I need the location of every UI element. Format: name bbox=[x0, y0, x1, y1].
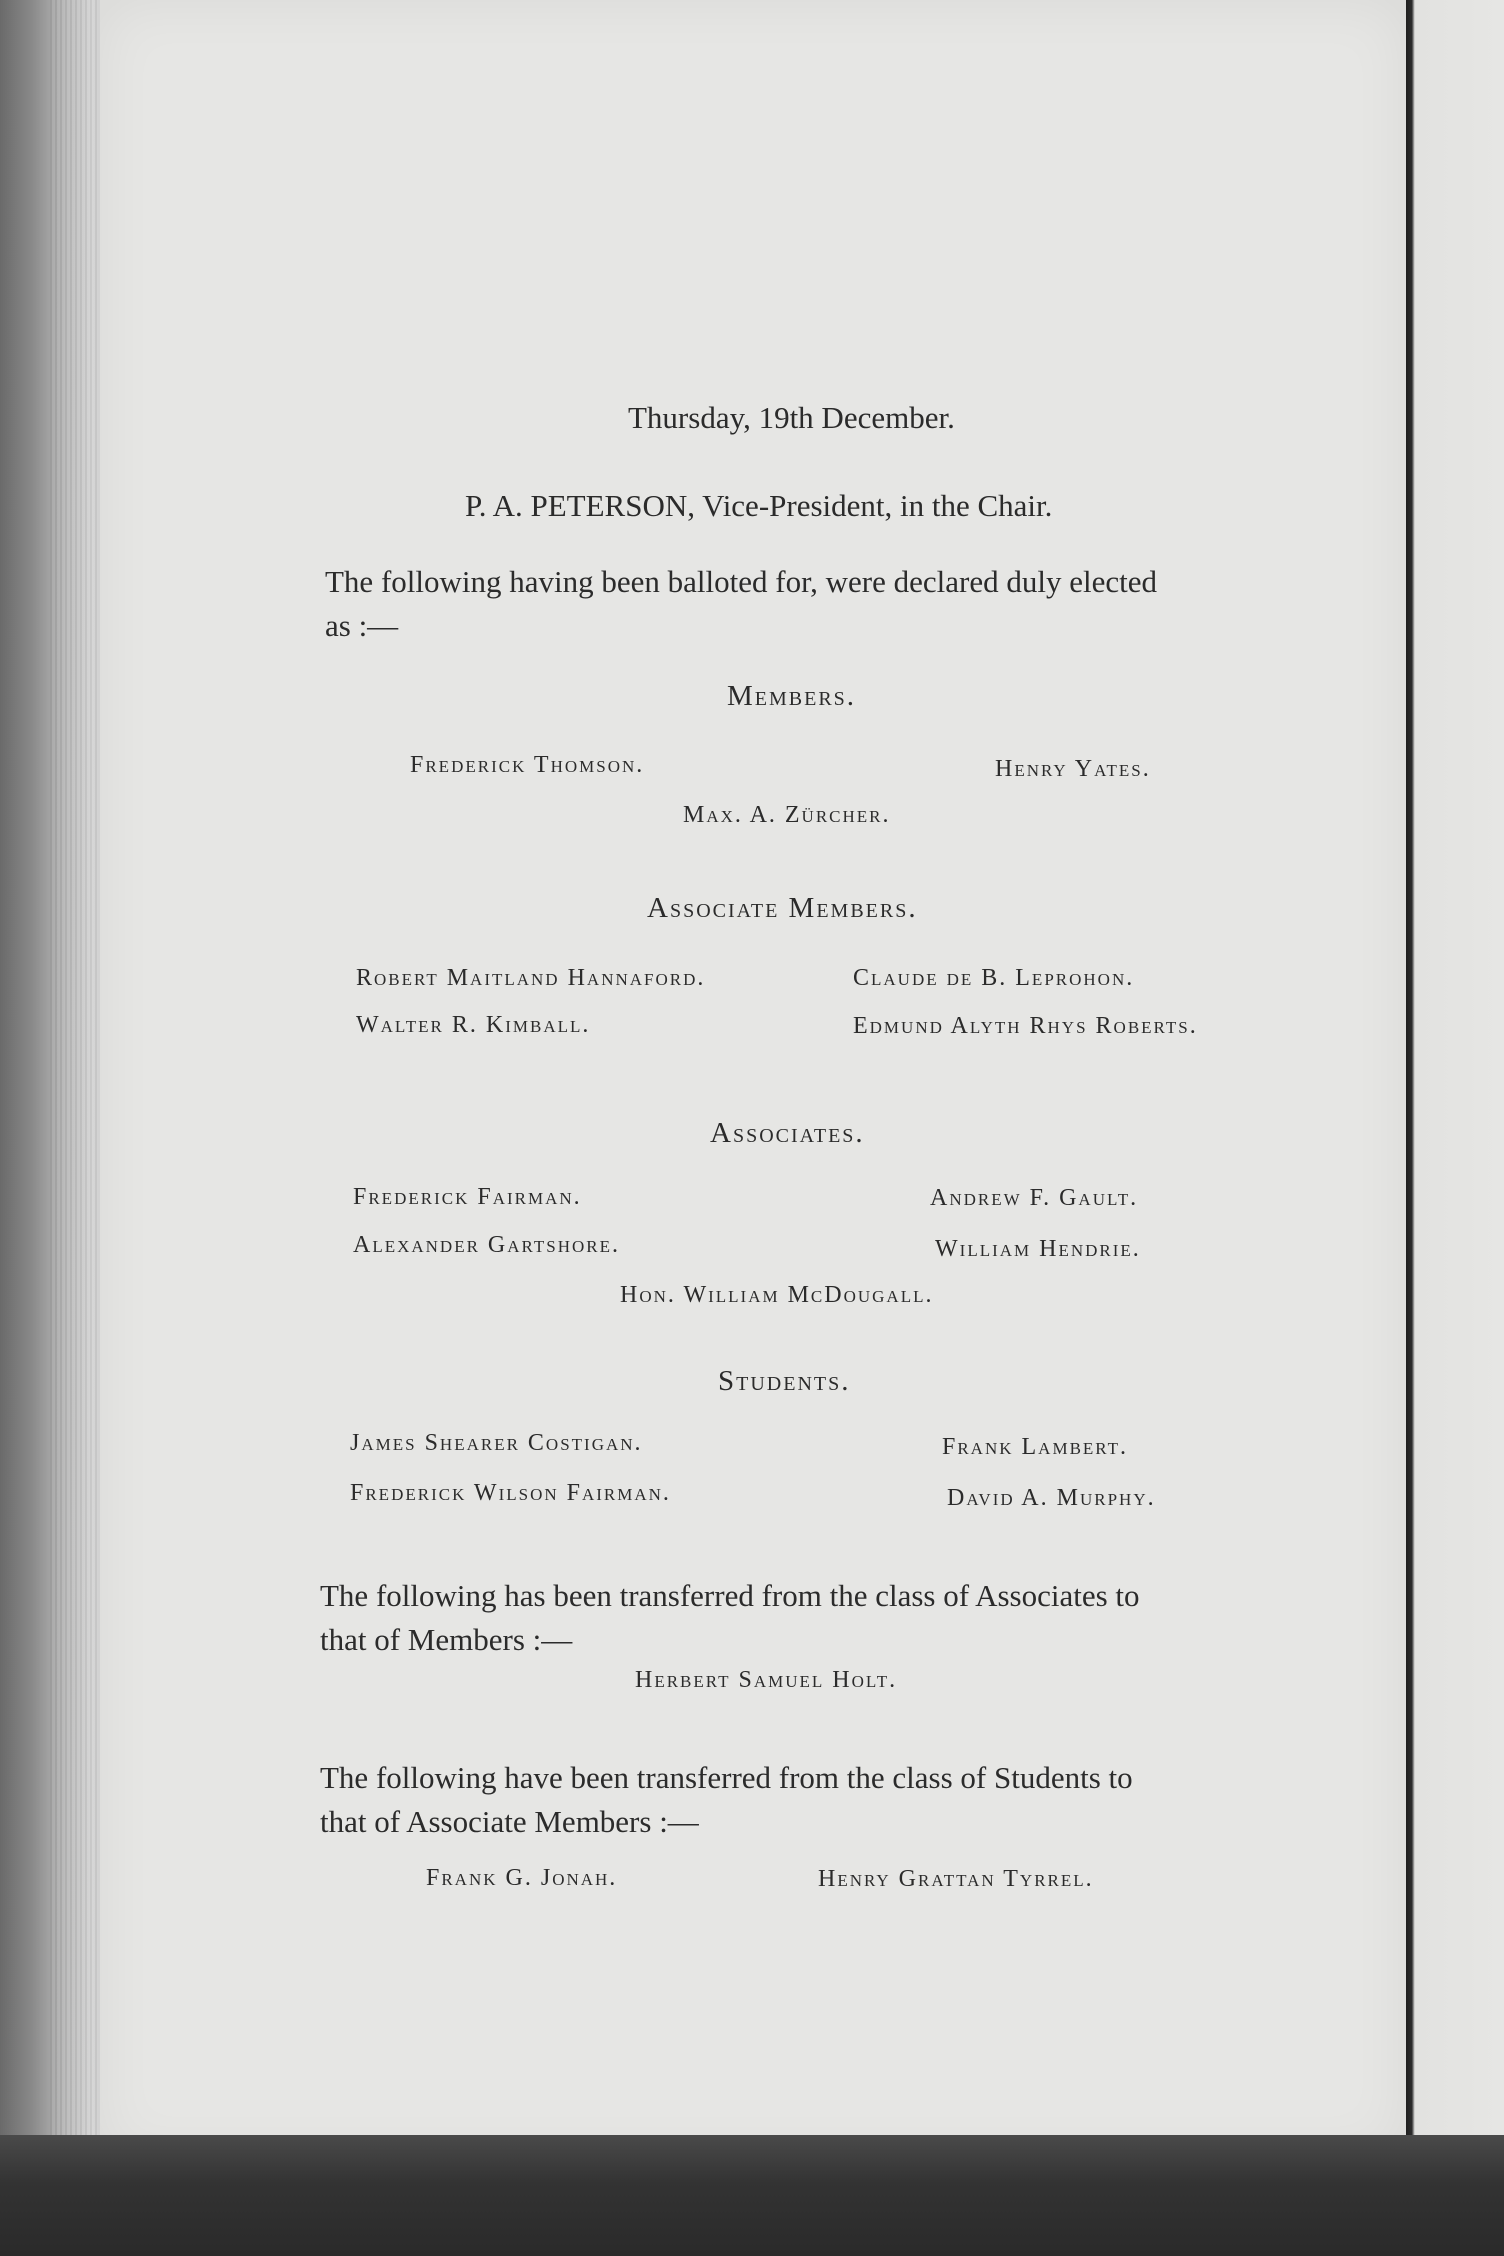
facing-page-edge bbox=[1406, 0, 1504, 2160]
scan-bottom-border bbox=[0, 2135, 1504, 2256]
transferred-associate-member-name: Frank G. Jonah. bbox=[426, 1865, 618, 1891]
member-name: Henry Yates. bbox=[995, 756, 1151, 782]
associate-name: Andrew F. Gault. bbox=[930, 1185, 1139, 1211]
transferred-member-name: Herbert Samuel Holt. bbox=[635, 1667, 898, 1693]
student-name: Frederick Wilson Fairman. bbox=[350, 1480, 671, 1506]
transfer-members-line-2: that of Members :— bbox=[320, 1622, 573, 1657]
chair-line: P. A. PETERSON, Vice-President, in the Chair. bbox=[465, 488, 1053, 523]
transfer-associate-members-line-1: The following have been transferred from the class of Students to bbox=[320, 1760, 1133, 1795]
member-name: Frederick Thomson. bbox=[410, 752, 645, 778]
student-name: James Shearer Costigan. bbox=[350, 1430, 643, 1456]
associate-name: William Hendrie. bbox=[935, 1236, 1141, 1262]
transfer-members-paragraph bbox=[320, 1574, 1243, 1662]
members-heading: Members. bbox=[727, 680, 857, 712]
associates-heading: Associates. bbox=[710, 1117, 865, 1149]
transferred-associate-member-name: Henry Grattan Tyrrel. bbox=[818, 1866, 1094, 1892]
associate-name: Hon. William McDougall. bbox=[620, 1282, 934, 1308]
associate-member-name: Edmund Alyth Rhys Roberts. bbox=[853, 1013, 1198, 1039]
associate-member-name: Walter R. Kimball. bbox=[356, 1012, 591, 1038]
associate-name: Alexander Gartshore. bbox=[353, 1232, 620, 1258]
intro-line-1: The following having been balloted for, were declared duly elected bbox=[325, 564, 1157, 599]
associate-members-heading: Associate Members. bbox=[647, 892, 918, 924]
intro-line-2: as :— bbox=[325, 608, 399, 643]
associate-name: Frederick Fairman. bbox=[353, 1184, 582, 1210]
transfer-associate-members-line-2: that of Associate Members :— bbox=[320, 1804, 699, 1839]
associate-member-name: Claude de B. Leprohon. bbox=[853, 965, 1135, 991]
transfer-members-line-1: The following has been transferred from the class of Associates to bbox=[320, 1578, 1140, 1613]
student-name: Frank Lambert. bbox=[942, 1434, 1128, 1460]
transfer-associate-members-paragraph bbox=[320, 1756, 1243, 1844]
student-name: David A. Murphy. bbox=[947, 1485, 1156, 1511]
intro-paragraph bbox=[325, 560, 1257, 648]
date-line: Thursday, 19th December. bbox=[628, 400, 955, 435]
associate-member-name: Robert Maitland Hannaford. bbox=[356, 965, 706, 991]
member-name: Max. A. Zürcher. bbox=[683, 802, 891, 828]
students-heading: Students. bbox=[718, 1365, 851, 1397]
